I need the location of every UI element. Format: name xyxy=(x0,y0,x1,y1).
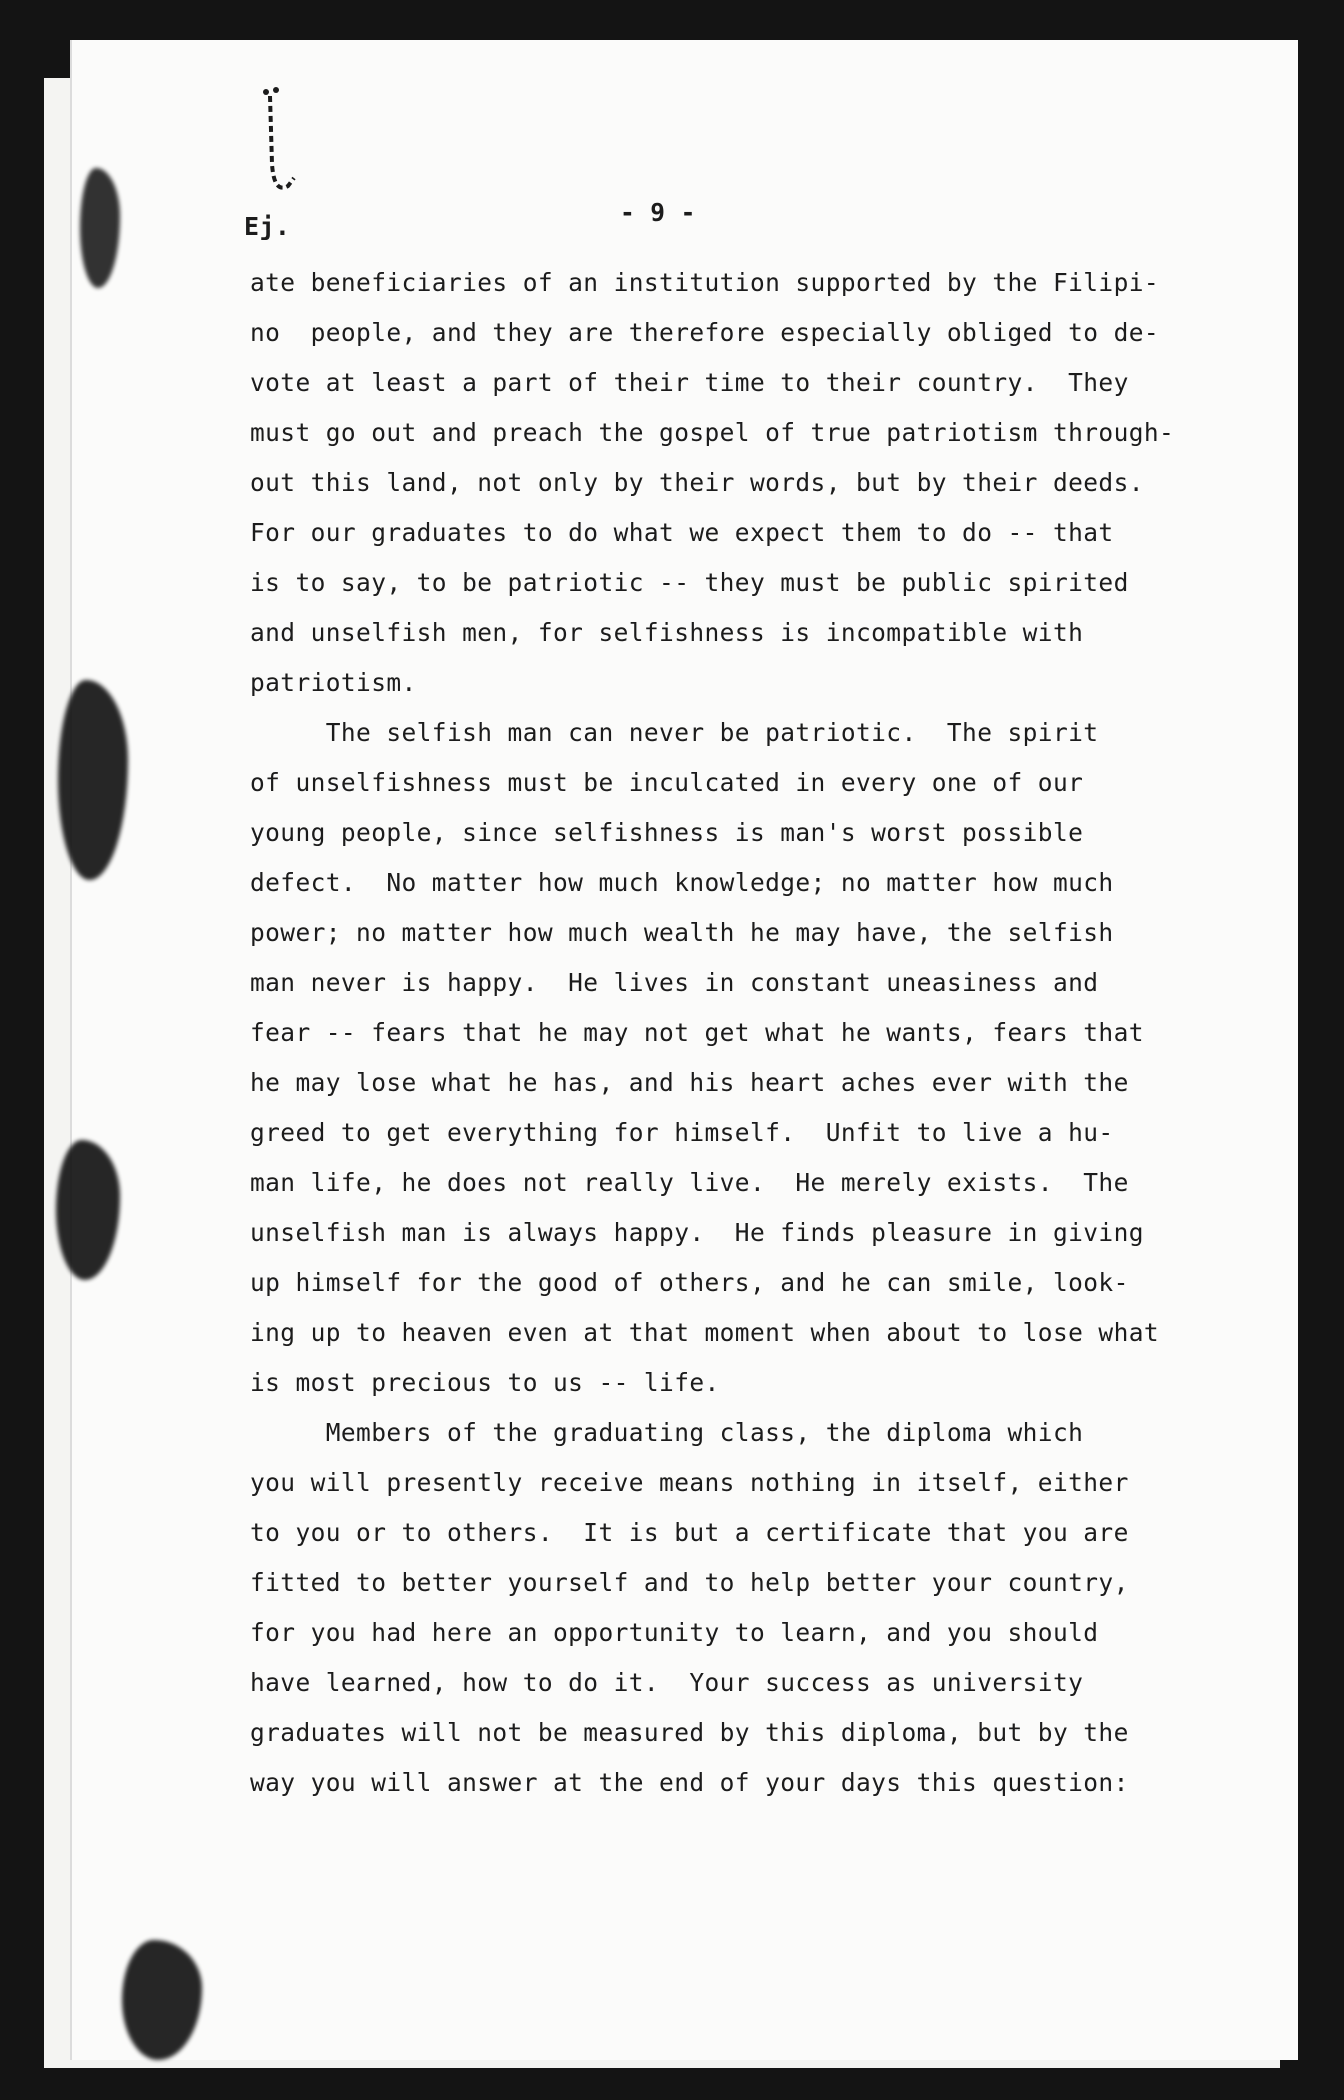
page-number: - 9 - xyxy=(620,198,696,227)
text-line: The selfish man can never be patriotic. The spirit xyxy=(250,718,1099,747)
text-line: fitted to better yourself and to help better your country, xyxy=(250,1568,1129,1597)
text-line: patriotism. xyxy=(250,668,417,697)
ink-smudge-bottom xyxy=(122,1940,202,2060)
text-line: is most precious to us -- life. xyxy=(250,1368,720,1397)
text-line: vote at least a part of their time to their country. They xyxy=(250,368,1129,397)
text-line: defect. No matter how much knowledge; no matter how much xyxy=(250,868,1114,897)
text-line: For our graduates to do what we expect them to do -- that xyxy=(250,518,1114,547)
ink-smudge-lower xyxy=(56,1140,120,1280)
text-line: he may lose what he has, and his heart aches ever with the xyxy=(250,1068,1129,1097)
text-line: ing up to heaven even at that moment when about to lose what xyxy=(250,1318,1160,1347)
text-line: up himself for the good of others, and he can smile, look- xyxy=(250,1268,1129,1297)
text-line: have learned, how to do it. Your success as university xyxy=(250,1668,1084,1697)
typist-initials: Ej. xyxy=(244,212,291,241)
text-line: of unselfishness must be inculcated in every one of our xyxy=(250,768,1084,797)
text-line: man never is happy. He lives in constant uneasiness and xyxy=(250,968,1099,997)
text-line: power; no matter how much wealth he may have, the selfish xyxy=(250,918,1114,947)
text-line: Members of the graduating class, the diploma which xyxy=(250,1418,1084,1447)
text-line: you will presently receive means nothing in itself, either xyxy=(250,1468,1129,1497)
text-line: is to say, to be patriotic -- they must be public spirited xyxy=(250,568,1129,597)
text-line: graduates will not be measured by this diploma, but by the xyxy=(250,1718,1129,1747)
text-line: man life, he does not really live. He merely exists. The xyxy=(250,1168,1129,1197)
text-line: ate beneficiaries of an institution supported by the Filipi- xyxy=(250,268,1160,297)
text-line: must go out and preach the gospel of true patriotism through- xyxy=(250,418,1175,447)
text-line: no people, and they are therefore especially obliged to de- xyxy=(250,318,1160,347)
text-line: greed to get everything for himself. Unfit to live a hu- xyxy=(250,1118,1114,1147)
text-line: for you had here an opportunity to learn, and you should xyxy=(250,1618,1099,1647)
text-line: out this land, not only by their words, but by their deeds. xyxy=(250,468,1144,497)
text-line: fear -- fears that he may not get what he wants, fears that xyxy=(250,1018,1144,1047)
text-line: unselfish man is always happy. He finds pleasure in giving xyxy=(250,1218,1144,1247)
text-line: to you or to others. It is but a certificate that you are xyxy=(250,1518,1129,1547)
text-line: way you will answer at the end of your days this question: xyxy=(250,1768,1129,1797)
text-line: young people, since selfishness is man's worst possible xyxy=(250,818,1084,847)
ink-smudge-middle xyxy=(58,680,128,880)
handwritten-mark xyxy=(258,84,304,204)
ink-smudge-top xyxy=(80,168,120,288)
text-line: and unselfish men, for selfishness is incompatible with xyxy=(250,618,1084,647)
